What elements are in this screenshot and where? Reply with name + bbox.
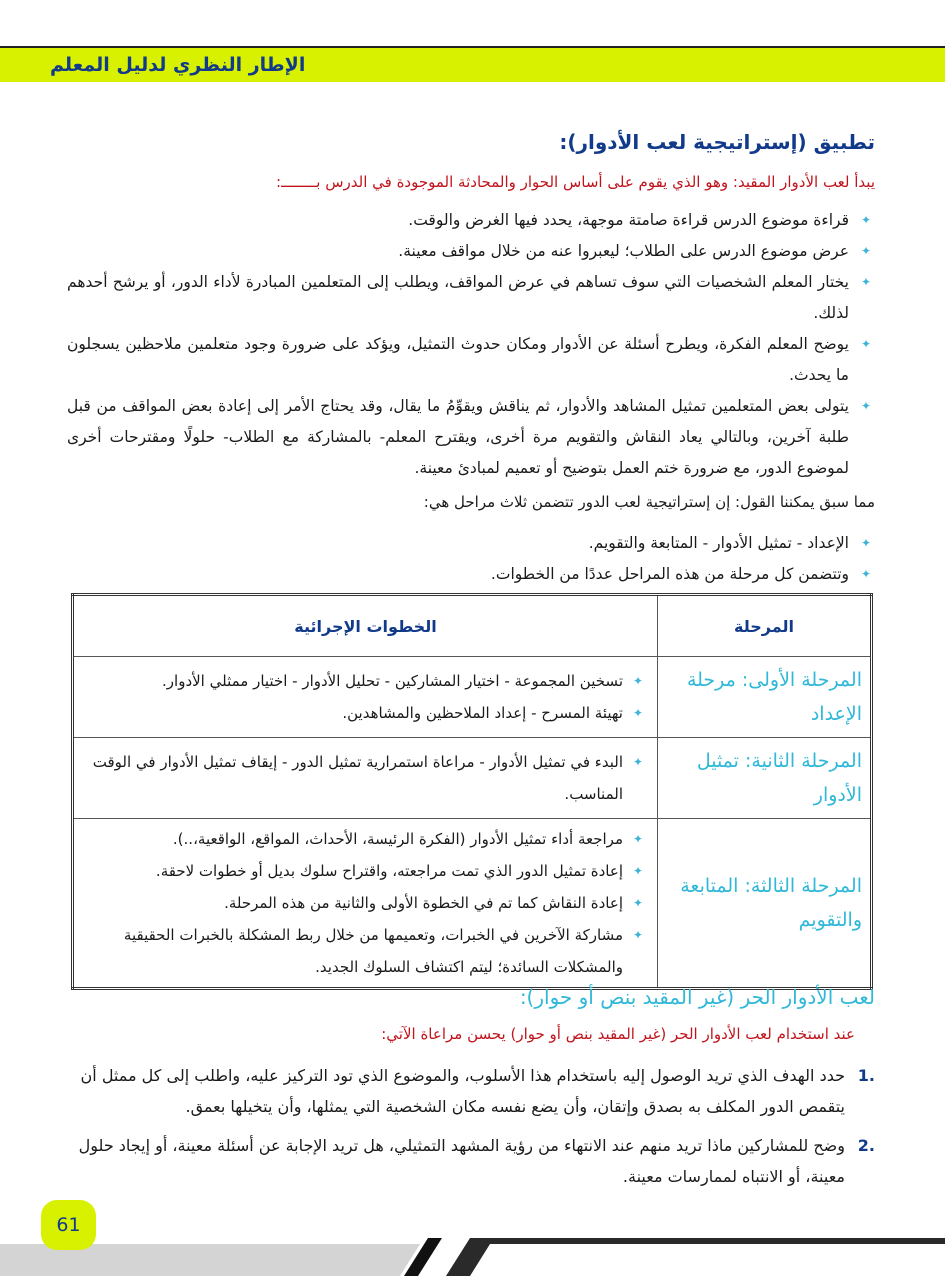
four-point-star-icon: ✦ (860, 244, 871, 258)
four-point-star-icon: ✦ (860, 399, 871, 413)
four-point-star-icon: ✦ (632, 755, 643, 769)
footer-decoration (0, 1238, 945, 1276)
step-item: ✦ إعادة النقاش كما تم في الخطوة الأولى والثانية من هذه المرحلة. (82, 887, 647, 919)
step-item: ✦ تهيئة المسرح - إعداد الملاحظين والمشاهدين. (82, 697, 647, 729)
table-header-row (73, 595, 872, 657)
item-number: 2. (857, 1136, 875, 1155)
step-item: ✦ تسخين المجموعة - اختيار المشاركين - تحليل الأدوار - اختيار ممثلي الأدوار. (82, 665, 647, 697)
steps-cell (73, 657, 658, 738)
four-point-star-icon: ✦ (860, 275, 871, 289)
steps-cell (73, 738, 658, 819)
section2-intro: عند استخدام لعب الأدوار الحر (غير المقيد بنص أو حوار) يحسن مراعاة الآتي: (381, 1025, 855, 1043)
bullet-item: ✦ الإعداد - تمثيل الأدوار - المتابعة والتقويم. (67, 528, 875, 559)
numbered-item: 1. حدد الهدف الذي تريد الوصول إليه باستخدام هذا الأسلوب، والموضوع الذي تود التركيز عليه، واطلب إلى كل ممثل أن يتقمص الدور المكلف به بصدق وإتقان، وأن يضع نفسه مكان الشخصية التي يمثلها، وأن يتخيلها بعمق. (67, 1060, 875, 1122)
steps-cell (73, 819, 658, 989)
strategy-bullets (67, 205, 875, 484)
step-item: ✦ مراجعة أداء تمثيل الأدوار (الفكرة الرئيسة، الأحداث، المواقع، الواقعية،..). (82, 823, 647, 855)
table-row (73, 738, 872, 819)
bullet-item: ✦ وتتضمن كل مرحلة من هذه المراحل عددًا من الخطوات. (67, 559, 875, 590)
bullet-item: ✦ عرض موضوع الدرس على الطلاب؛ ليعبروا عنه من خلال مواقف معينة. (67, 236, 875, 267)
section-intro: يبدأ لعب الأدوار المقيد: وهو الذي يقوم على أساس الحوار والمحادثة الموجودة في الدرس بــــــــ: (276, 173, 875, 191)
table-row (73, 657, 872, 738)
four-point-star-icon: ✦ (632, 896, 643, 910)
stage-cell: المرحلة الأولى: مرحلة الإعداد (658, 657, 872, 738)
header-bar (0, 46, 945, 82)
section-title: تطبيق (إستراتيجية لعب الأدوار): (559, 130, 875, 154)
phases-bullets (67, 528, 875, 590)
header-title: الإطار النظري لدليل المعلم (50, 54, 306, 76)
step-item: ✦ إعادة تمثيل الدور الذي تمت مراجعته، واقتراح سلوك بديل أو خطوات لاحقة. (82, 855, 647, 887)
bullet-item: ✦ يتولى بعض المتعلمين تمثيل المشاهد والأدوار، ثم يناقش ويقوِّمُ ما يقال، وقد يحتاج الأمر إلى إعادة بعض المواقف من قبل طلبة آخرين، وبالتالي يعاد النقاش والتقويم مرة أخرى، ويقترح المعلم- بالمشاركة مع الطلاب- حلولًا ومقترحات أخرى لموضوع الدور، مع ضرورة ختم العمل بتوضيح أو تعميم لمبادئ معينة. (67, 391, 875, 484)
bullet-item: ✦ قراءة موضوع الدرس قراءة صامتة موجهة، يحدد فيها الغرض والوقت. (67, 205, 875, 236)
bullet-item: ✦ يوضح المعلم الفكرة، ويطرح أسئلة عن الأدوار ومكان حدوث التمثيل، ويؤكد على ضرورة وجود متعلمين ملاحظين يسجلون ما يحدث. (67, 329, 875, 391)
four-point-star-icon: ✦ (860, 337, 871, 351)
numbered-list (67, 1060, 875, 1200)
column-header-stage: المرحلة (658, 595, 872, 657)
four-point-star-icon: ✦ (632, 928, 643, 942)
four-point-star-icon: ✦ (632, 864, 643, 878)
four-point-star-icon: ✦ (632, 674, 643, 688)
four-point-star-icon: ✦ (860, 213, 871, 227)
numbered-item: 2. وضح للمشاركين ماذا تريد منهم عند الانتهاء من رؤية المشهد التمثيلي، هل تريد الإجابة عن أسئلة معينة، أو إيجاد حلول معينة، أو الانتباه لممارسات معينة. (67, 1130, 875, 1192)
table-row (73, 819, 872, 989)
column-header-steps: الخطوات الإجرائية (73, 595, 658, 657)
item-number: 1. (857, 1066, 875, 1085)
step-item: ✦ البدء في تمثيل الأدوار - مراعاة استمرارية تمثيل الدور - إيقاف تمثيل الأدوار في الوقت المناسب. (82, 746, 647, 810)
section2-title: لعب الأدوار الحر (غير المقيد بنص أو حوار): (519, 985, 875, 1009)
phases-table (71, 593, 873, 990)
page-number: 61 (41, 1200, 96, 1250)
summary-paragraph: مما سبق يمكننا القول: إن إستراتيجية لعب الدور تتضمن ثلاث مراحل هي: (423, 493, 875, 511)
four-point-star-icon: ✦ (632, 832, 643, 846)
step-item: ✦ مشاركة الآخرين في الخبرات، وتعميمها من خلال ربط المشكلة بالخبرات الحقيقية والمشكلات السائدة؛ ليتم اكتشاف السلوك الجديد. (82, 919, 647, 983)
four-point-star-icon: ✦ (860, 536, 871, 550)
bullet-item: ✦ يختار المعلم الشخصيات التي سوف تساهم في عرض المواقف، ويطلب إلى المتعلمين المبادرة لأداء الدور، أو يرشح أحدهم لذلك. (67, 267, 875, 329)
stage-cell: المرحلة الثانية: تمثيل الأدوار (658, 738, 872, 819)
four-point-star-icon: ✦ (632, 706, 643, 720)
stage-cell: المرحلة الثالثة: المتابعة والتقويم (658, 819, 872, 989)
four-point-star-icon: ✦ (860, 567, 871, 581)
